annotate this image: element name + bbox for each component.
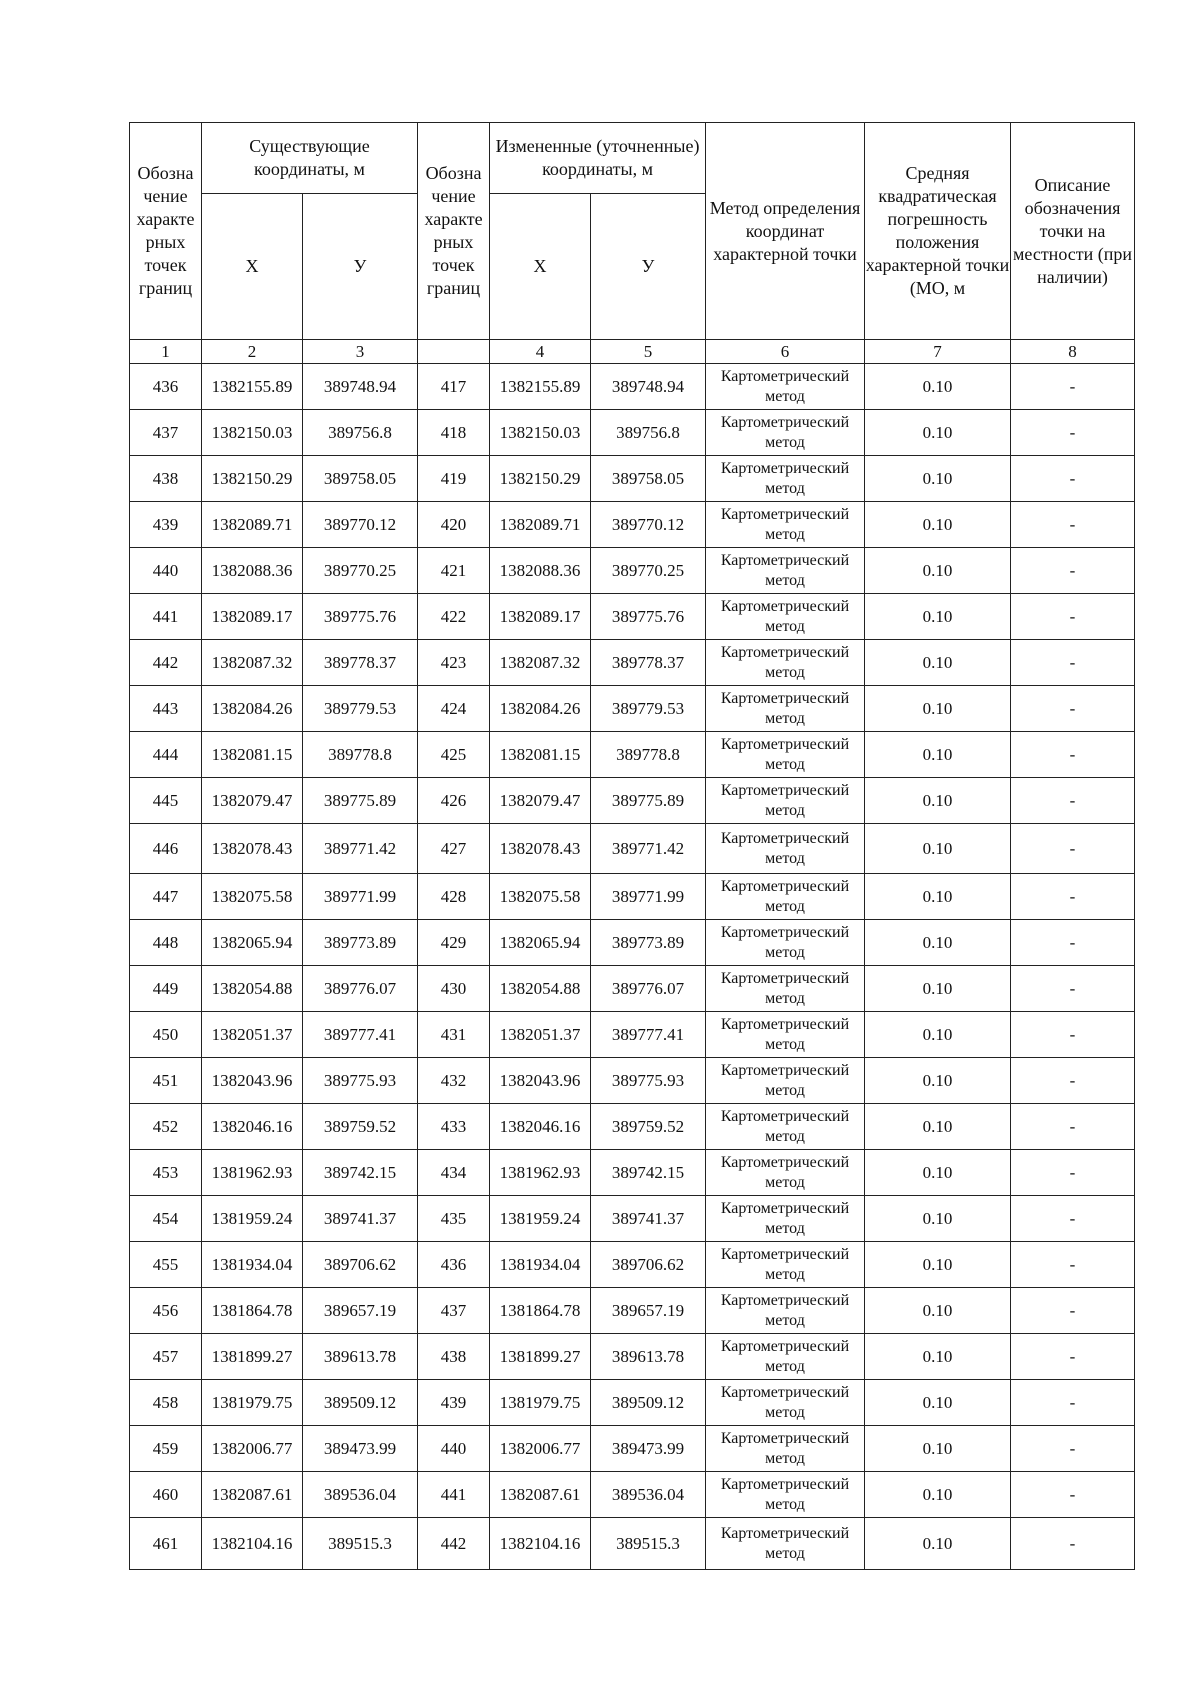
existing-point-number: 459 <box>130 1426 202 1472</box>
changed-x-value: 1382084.26 <box>490 686 591 732</box>
changed-point-number: 437 <box>418 1288 490 1334</box>
existing-x-value: 1382046.16 <box>202 1104 303 1150</box>
existing-x-value: 1382150.29 <box>202 456 303 502</box>
existing-point-number: 448 <box>130 920 202 966</box>
method-value: Картометрический метод <box>706 640 865 686</box>
header-method: Метод определения координат характерной точки <box>706 123 865 340</box>
method-value: Картометрический метод <box>706 1150 865 1196</box>
existing-y-value: 389778.8 <box>303 732 418 778</box>
column-number: 7 <box>865 340 1011 364</box>
existing-x-value: 1382078.43 <box>202 824 303 874</box>
existing-point-number: 461 <box>130 1518 202 1570</box>
changed-point-number: 421 <box>418 548 490 594</box>
error-value: 0.10 <box>865 1380 1011 1426</box>
table-row <box>130 456 1135 502</box>
changed-point-number: 426 <box>418 778 490 824</box>
existing-y-value: 389613.78 <box>303 1334 418 1380</box>
description-value: - <box>1011 1012 1135 1058</box>
existing-x-value: 1382051.37 <box>202 1012 303 1058</box>
description-value: - <box>1011 1288 1135 1334</box>
description-value: - <box>1011 548 1135 594</box>
column-number: 8 <box>1011 340 1135 364</box>
table-row <box>130 640 1135 686</box>
changed-y-value: 389748.94 <box>591 364 706 410</box>
changed-point-number: 436 <box>418 1242 490 1288</box>
existing-y-value: 389770.12 <box>303 502 418 548</box>
changed-x-value: 1382078.43 <box>490 824 591 874</box>
changed-y-value: 389759.52 <box>591 1104 706 1150</box>
existing-x-value: 1381934.04 <box>202 1242 303 1288</box>
method-value: Картометрический метод <box>706 874 865 920</box>
changed-y-value: 389509.12 <box>591 1380 706 1426</box>
description-value: - <box>1011 1196 1135 1242</box>
existing-x-value: 1382065.94 <box>202 920 303 966</box>
changed-y-value: 389741.37 <box>591 1196 706 1242</box>
error-value: 0.10 <box>865 1196 1011 1242</box>
existing-x-value: 1381962.93 <box>202 1150 303 1196</box>
existing-point-number: 446 <box>130 824 202 874</box>
header-y-existing: У <box>303 194 418 340</box>
description-value: - <box>1011 502 1135 548</box>
table-row <box>130 1058 1135 1104</box>
changed-point-number: 430 <box>418 966 490 1012</box>
method-value: Картометрический метод <box>706 686 865 732</box>
table-row <box>130 824 1135 874</box>
table-row <box>130 686 1135 732</box>
column-number: 6 <box>706 340 865 364</box>
description-value: - <box>1011 1150 1135 1196</box>
description-value: - <box>1011 364 1135 410</box>
existing-point-number: 453 <box>130 1150 202 1196</box>
existing-point-number: 452 <box>130 1104 202 1150</box>
changed-x-value: 1382089.71 <box>490 502 591 548</box>
error-value: 0.10 <box>865 1242 1011 1288</box>
existing-point-number: 442 <box>130 640 202 686</box>
changed-point-number: 438 <box>418 1334 490 1380</box>
changed-x-value: 1382046.16 <box>490 1104 591 1150</box>
changed-x-value: 1382075.58 <box>490 874 591 920</box>
changed-x-value: 1381934.04 <box>490 1242 591 1288</box>
header-designation-existing: Обозна чение характе рных точек границ <box>130 123 202 340</box>
column-number: 1 <box>130 340 202 364</box>
existing-y-value: 389758.05 <box>303 456 418 502</box>
method-value: Картометрический метод <box>706 364 865 410</box>
method-value: Картометрический метод <box>706 732 865 778</box>
changed-x-value: 1382081.15 <box>490 732 591 778</box>
existing-y-value: 389515.3 <box>303 1518 418 1570</box>
existing-point-number: 458 <box>130 1380 202 1426</box>
method-value: Картометрический метод <box>706 824 865 874</box>
description-value: - <box>1011 594 1135 640</box>
description-value: - <box>1011 824 1135 874</box>
existing-y-value: 389771.42 <box>303 824 418 874</box>
existing-x-value: 1381959.24 <box>202 1196 303 1242</box>
description-value: - <box>1011 778 1135 824</box>
changed-x-value: 1382104.16 <box>490 1518 591 1570</box>
existing-x-value: 1382081.15 <box>202 732 303 778</box>
method-value: Картометрический метод <box>706 778 865 824</box>
changed-y-value: 389742.15 <box>591 1150 706 1196</box>
changed-x-value: 1382089.17 <box>490 594 591 640</box>
changed-y-value: 389777.41 <box>591 1012 706 1058</box>
method-value: Картометрический метод <box>706 456 865 502</box>
existing-y-value: 389748.94 <box>303 364 418 410</box>
changed-point-number: 428 <box>418 874 490 920</box>
existing-y-value: 389773.89 <box>303 920 418 966</box>
table-row <box>130 594 1135 640</box>
method-value: Картометрический метод <box>706 1196 865 1242</box>
existing-y-value: 389742.15 <box>303 1150 418 1196</box>
existing-x-value: 1382089.17 <box>202 594 303 640</box>
changed-point-number: 431 <box>418 1012 490 1058</box>
error-value: 0.10 <box>865 410 1011 456</box>
error-value: 0.10 <box>865 594 1011 640</box>
error-value: 0.10 <box>865 1058 1011 1104</box>
error-value: 0.10 <box>865 966 1011 1012</box>
error-value: 0.10 <box>865 640 1011 686</box>
table-row <box>130 778 1135 824</box>
existing-point-number: 447 <box>130 874 202 920</box>
table-row <box>130 548 1135 594</box>
existing-x-value: 1381899.27 <box>202 1334 303 1380</box>
description-value: - <box>1011 640 1135 686</box>
table-row <box>130 920 1135 966</box>
description-value: - <box>1011 1380 1135 1426</box>
existing-y-value: 389771.99 <box>303 874 418 920</box>
error-value: 0.10 <box>865 732 1011 778</box>
error-value: 0.10 <box>865 1426 1011 1472</box>
error-value: 0.10 <box>865 1518 1011 1570</box>
error-value: 0.10 <box>865 364 1011 410</box>
method-value: Картометрический метод <box>706 1426 865 1472</box>
changed-point-number: 441 <box>418 1472 490 1518</box>
header-changed-coords: Измененные (уточненные) координаты, м <box>490 123 706 194</box>
description-value: - <box>1011 966 1135 1012</box>
table-row <box>130 874 1135 920</box>
changed-x-value: 1381979.75 <box>490 1380 591 1426</box>
changed-x-value: 1382155.89 <box>490 364 591 410</box>
existing-y-value: 389759.52 <box>303 1104 418 1150</box>
existing-x-value: 1382104.16 <box>202 1518 303 1570</box>
changed-point-number: 423 <box>418 640 490 686</box>
changed-point-number: 439 <box>418 1380 490 1426</box>
changed-y-value: 389771.42 <box>591 824 706 874</box>
table-row <box>130 1150 1135 1196</box>
header-error: Средняя квадратическая погрешность положения характерной точки (МО, м <box>865 123 1011 340</box>
existing-x-value: 1381864.78 <box>202 1288 303 1334</box>
method-value: Картометрический метод <box>706 1288 865 1334</box>
existing-y-value: 389509.12 <box>303 1380 418 1426</box>
existing-y-value: 389473.99 <box>303 1426 418 1472</box>
existing-point-number: 454 <box>130 1196 202 1242</box>
changed-y-value: 389776.07 <box>591 966 706 1012</box>
changed-y-value: 389771.99 <box>591 874 706 920</box>
existing-x-value: 1382043.96 <box>202 1058 303 1104</box>
changed-y-value: 389775.93 <box>591 1058 706 1104</box>
header-x-existing: Х <box>202 194 303 340</box>
changed-y-value: 389773.89 <box>591 920 706 966</box>
table-row <box>130 502 1135 548</box>
existing-x-value: 1382079.47 <box>202 778 303 824</box>
changed-y-value: 389779.53 <box>591 686 706 732</box>
existing-x-value: 1381979.75 <box>202 1380 303 1426</box>
table-row <box>130 966 1135 1012</box>
changed-x-value: 1382150.03 <box>490 410 591 456</box>
header-y-changed: У <box>591 194 706 340</box>
changed-point-number: 435 <box>418 1196 490 1242</box>
existing-x-value: 1382150.03 <box>202 410 303 456</box>
error-value: 0.10 <box>865 920 1011 966</box>
changed-y-value: 389473.99 <box>591 1426 706 1472</box>
description-value: - <box>1011 1518 1135 1570</box>
existing-point-number: 437 <box>130 410 202 456</box>
existing-y-value: 389741.37 <box>303 1196 418 1242</box>
existing-y-value: 389775.76 <box>303 594 418 640</box>
table-row <box>130 732 1135 778</box>
header-existing-coords: Существующие координаты, м <box>202 123 418 194</box>
existing-y-value: 389777.41 <box>303 1012 418 1058</box>
existing-y-value: 389778.37 <box>303 640 418 686</box>
changed-y-value: 389778.37 <box>591 640 706 686</box>
existing-y-value: 389779.53 <box>303 686 418 732</box>
existing-x-value: 1382006.77 <box>202 1426 303 1472</box>
column-number: 5 <box>591 340 706 364</box>
existing-point-number: 444 <box>130 732 202 778</box>
existing-point-number: 436 <box>130 364 202 410</box>
changed-y-value: 389778.8 <box>591 732 706 778</box>
changed-point-number: 433 <box>418 1104 490 1150</box>
changed-x-value: 1381959.24 <box>490 1196 591 1242</box>
changed-y-value: 389706.62 <box>591 1242 706 1288</box>
error-value: 0.10 <box>865 1334 1011 1380</box>
description-value: - <box>1011 732 1135 778</box>
column-number-row <box>130 340 1135 364</box>
changed-y-value: 389536.04 <box>591 1472 706 1518</box>
existing-point-number: 440 <box>130 548 202 594</box>
changed-x-value: 1381899.27 <box>490 1334 591 1380</box>
existing-y-value: 389756.8 <box>303 410 418 456</box>
changed-x-value: 1382054.88 <box>490 966 591 1012</box>
description-value: - <box>1011 920 1135 966</box>
changed-point-number: 432 <box>418 1058 490 1104</box>
existing-y-value: 389776.07 <box>303 966 418 1012</box>
changed-y-value: 389657.19 <box>591 1288 706 1334</box>
existing-y-value: 389775.93 <box>303 1058 418 1104</box>
changed-x-value: 1382043.96 <box>490 1058 591 1104</box>
error-value: 0.10 <box>865 502 1011 548</box>
header-designation-changed: Обозна чение характе рных точек границ <box>418 123 490 340</box>
existing-x-value: 1382087.61 <box>202 1472 303 1518</box>
method-value: Картометрический метод <box>706 1058 865 1104</box>
table-row <box>130 1288 1135 1334</box>
description-value: - <box>1011 1242 1135 1288</box>
existing-x-value: 1382084.26 <box>202 686 303 732</box>
existing-point-number: 443 <box>130 686 202 732</box>
error-value: 0.10 <box>865 686 1011 732</box>
existing-x-value: 1382155.89 <box>202 364 303 410</box>
changed-point-number: 417 <box>418 364 490 410</box>
changed-y-value: 389775.89 <box>591 778 706 824</box>
method-value: Картометрический метод <box>706 1380 865 1426</box>
changed-x-value: 1382079.47 <box>490 778 591 824</box>
changed-y-value: 389770.12 <box>591 502 706 548</box>
changed-x-value: 1382087.61 <box>490 1472 591 1518</box>
changed-point-number: 418 <box>418 410 490 456</box>
table-row <box>130 1334 1135 1380</box>
description-value: - <box>1011 1426 1135 1472</box>
changed-x-value: 1381864.78 <box>490 1288 591 1334</box>
changed-y-value: 389613.78 <box>591 1334 706 1380</box>
method-value: Картометрический метод <box>706 1104 865 1150</box>
error-value: 0.10 <box>865 874 1011 920</box>
table-row <box>130 1472 1135 1518</box>
changed-point-number: 440 <box>418 1426 490 1472</box>
changed-y-value: 389515.3 <box>591 1518 706 1570</box>
method-value: Картометрический метод <box>706 502 865 548</box>
column-number: 4 <box>490 340 591 364</box>
existing-point-number: 455 <box>130 1242 202 1288</box>
table-row <box>130 1380 1135 1426</box>
existing-y-value: 389706.62 <box>303 1242 418 1288</box>
existing-point-number: 439 <box>130 502 202 548</box>
changed-point-number: 427 <box>418 824 490 874</box>
description-value: - <box>1011 456 1135 502</box>
existing-y-value: 389770.25 <box>303 548 418 594</box>
error-value: 0.10 <box>865 456 1011 502</box>
changed-point-number: 420 <box>418 502 490 548</box>
existing-point-number: 441 <box>130 594 202 640</box>
method-value: Картометрический метод <box>706 920 865 966</box>
changed-point-number: 429 <box>418 920 490 966</box>
changed-x-value: 1381962.93 <box>490 1150 591 1196</box>
table-row <box>130 1426 1135 1472</box>
changed-point-number: 425 <box>418 732 490 778</box>
description-value: - <box>1011 874 1135 920</box>
existing-x-value: 1382075.58 <box>202 874 303 920</box>
method-value: Картометрический метод <box>706 1334 865 1380</box>
changed-point-number: 424 <box>418 686 490 732</box>
description-value: - <box>1011 1104 1135 1150</box>
description-value: - <box>1011 1334 1135 1380</box>
description-value: - <box>1011 686 1135 732</box>
coordinates-table <box>129 122 1135 1570</box>
error-value: 0.10 <box>865 548 1011 594</box>
method-value: Картометрический метод <box>706 966 865 1012</box>
changed-point-number: 434 <box>418 1150 490 1196</box>
changed-x-value: 1382051.37 <box>490 1012 591 1058</box>
error-value: 0.10 <box>865 824 1011 874</box>
existing-point-number: 451 <box>130 1058 202 1104</box>
method-value: Картометрический метод <box>706 1518 865 1570</box>
existing-point-number: 460 <box>130 1472 202 1518</box>
existing-x-value: 1382054.88 <box>202 966 303 1012</box>
table-row <box>130 1104 1135 1150</box>
existing-x-value: 1382087.32 <box>202 640 303 686</box>
changed-x-value: 1382065.94 <box>490 920 591 966</box>
existing-x-value: 1382088.36 <box>202 548 303 594</box>
existing-point-number: 456 <box>130 1288 202 1334</box>
error-value: 0.10 <box>865 778 1011 824</box>
column-number: 2 <box>202 340 303 364</box>
error-value: 0.10 <box>865 1012 1011 1058</box>
error-value: 0.10 <box>865 1150 1011 1196</box>
changed-y-value: 389756.8 <box>591 410 706 456</box>
existing-point-number: 457 <box>130 1334 202 1380</box>
column-number <box>418 340 490 364</box>
existing-x-value: 1382089.71 <box>202 502 303 548</box>
changed-y-value: 389775.76 <box>591 594 706 640</box>
header-description: Описание обозначения точки на местности (при наличии) <box>1011 123 1135 340</box>
error-value: 0.10 <box>865 1104 1011 1150</box>
method-value: Картометрический метод <box>706 410 865 456</box>
changed-x-value: 1382006.77 <box>490 1426 591 1472</box>
table-row <box>130 1196 1135 1242</box>
method-value: Картометрический метод <box>706 1472 865 1518</box>
table-row <box>130 410 1135 456</box>
table-row <box>130 1242 1135 1288</box>
description-value: - <box>1011 1472 1135 1518</box>
description-value: - <box>1011 1058 1135 1104</box>
changed-x-value: 1382088.36 <box>490 548 591 594</box>
changed-y-value: 389758.05 <box>591 456 706 502</box>
column-number: 3 <box>303 340 418 364</box>
method-value: Картометрический метод <box>706 1012 865 1058</box>
changed-x-value: 1382150.29 <box>490 456 591 502</box>
error-value: 0.10 <box>865 1288 1011 1334</box>
existing-y-value: 389657.19 <box>303 1288 418 1334</box>
changed-point-number: 422 <box>418 594 490 640</box>
existing-point-number: 450 <box>130 1012 202 1058</box>
existing-y-value: 389536.04 <box>303 1472 418 1518</box>
existing-point-number: 445 <box>130 778 202 824</box>
existing-y-value: 389775.89 <box>303 778 418 824</box>
changed-point-number: 442 <box>418 1518 490 1570</box>
changed-y-value: 389770.25 <box>591 548 706 594</box>
changed-x-value: 1382087.32 <box>490 640 591 686</box>
table-row <box>130 364 1135 410</box>
table-row <box>130 1012 1135 1058</box>
table-body <box>130 364 1135 1570</box>
description-value: - <box>1011 410 1135 456</box>
error-value: 0.10 <box>865 1472 1011 1518</box>
existing-point-number: 449 <box>130 966 202 1012</box>
method-value: Картометрический метод <box>706 548 865 594</box>
method-value: Картометрический метод <box>706 1242 865 1288</box>
method-value: Картометрический метод <box>706 594 865 640</box>
changed-point-number: 419 <box>418 456 490 502</box>
header-x-changed: Х <box>490 194 591 340</box>
table-row <box>130 1518 1135 1570</box>
existing-point-number: 438 <box>130 456 202 502</box>
